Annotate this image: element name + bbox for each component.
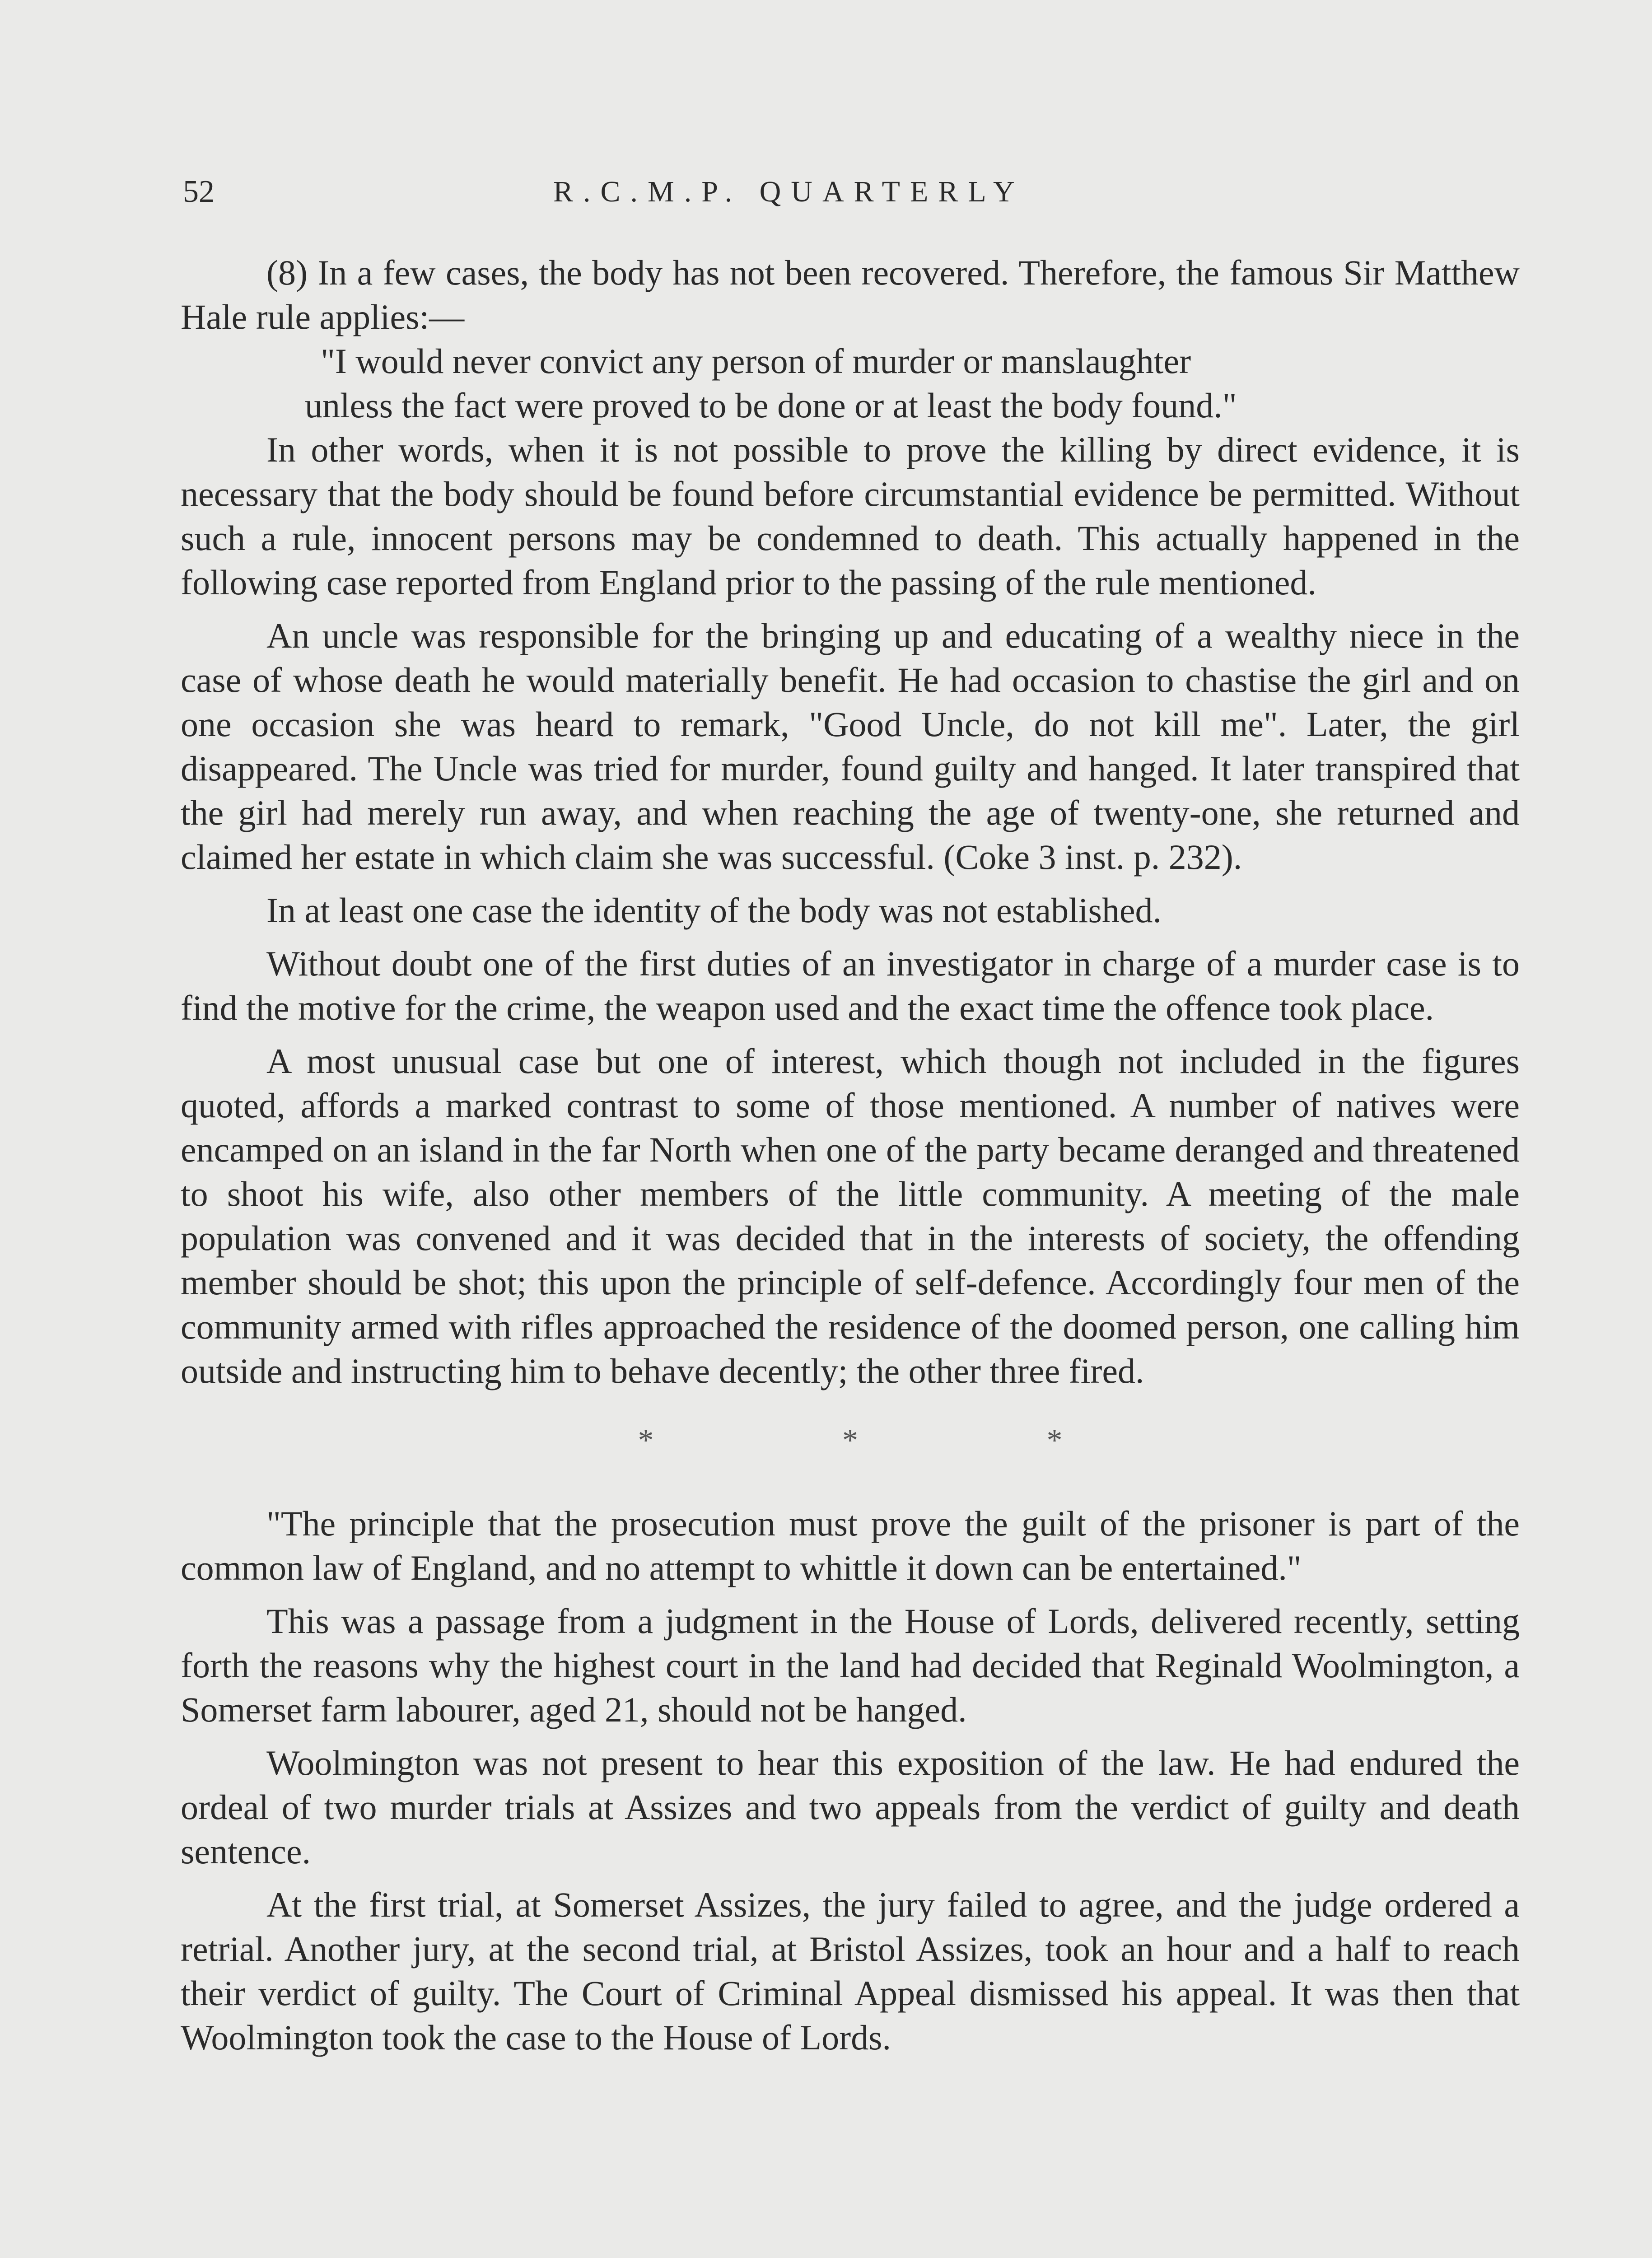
paragraph-uncle-case: An uncle was responsible for the bringing up and educating of a wealthy niece in the case of whose death he would materially benefit. He had occasion to chastise the girl and on one occasion she was heard to remark, "Good Uncle, do not kill me". Later, the girl disappeared. The Uncle was tried for murder, found guilty and hanged. It later transpired that the girl had merely run away, and when reaching the age of twenty-one, she returned and claimed her estate in which claim she was successful. (Coke 3 inst. p. 232). (181, 616, 1520, 877)
hale-quote-line-2: unless the fact were proved to be done or at least the body found." (305, 386, 1237, 425)
paragraph-unusual-case: A most unusual case but one of interest, which though not included in the figures quoted, affords a marked contrast to some of those mentioned. A number of natives were encamped on an island in the far North when one of the party became deranged and threatened to shoot his wife, also other members of the little community. A meeting of the male population was convened and it was decided that in the interests of society, the offending member should be shot; this upon the principle of self-defence. Accordingly four men of the community armed with rifles approached the residence of the doomed person, one calling him outside and instructing him to behave decently; the other three fired. (181, 1041, 1520, 1390)
section-separator: * * * (638, 1423, 1153, 1458)
paragraph-house-of-lords: This was a passage from a judgment in the House of Lords, delivered recently, setting forth the reasons why the highest court in the land had decided that Reginald Woolmington, a Somerset farm labourer, aged 21, should not be hanged. (181, 1601, 1520, 1729)
paragraph-case-eight: (8) In a few cases, the body has not been recovered. Therefore, the famous Sir Matthew Hale rule applies:— (181, 253, 1520, 336)
paragraph-not-present: Woolmington was not present to hear this exposition of the law. He had endured the ordeal of two murder trials at Assizes and two appeals from the verdict of guilty and death sentence. (181, 1743, 1520, 1871)
paragraph-other-words: In other words, when it is not possible to prove the killing by direct evidence, it is necessary that the body should be found before circumstantial evidence be permitted. Without such a rule, innocent persons may be condemned to death. This actually happened in the following case reported from England prior to the passing of the rule mentioned. (181, 430, 1520, 602)
hale-rule-quote (305, 339, 1520, 428)
article-body (181, 251, 1520, 2069)
page-number: 52 (183, 174, 215, 209)
running-head (183, 167, 1520, 217)
hale-quote-line-1: "I would never convict any person of murder or manslaughter (321, 341, 1191, 381)
paragraph-first-trial: At the first trial, at Somerset Assizes, the jury failed to agree, and the judge ordered a retrial. Another jury, at the second trial, at Bristol Assizes, took an hour and a half to reach their verdict of guilty. The Court of Criminal Appeal dismissed his appeal. It was then that Woolmington took the case to the House of Lords. (181, 1885, 1520, 2057)
paragraph-investigator-duties: Without doubt one of the first duties of an investigator in charge of a murder case is to find the motive for the crime, the weapon used and the exact time the offence took place. (181, 944, 1520, 1027)
paragraph-identity: In at least one case the identity of the body was not established. (266, 891, 1162, 930)
journal-title: R.C.M.P. QUARTERLY (553, 175, 1025, 208)
paragraph-principle-quote: "The principle that the prosecution must prove the guilt of the prisoner is part of the common law of England, and no attempt to whittle it down can be entertained." (181, 1504, 1520, 1587)
